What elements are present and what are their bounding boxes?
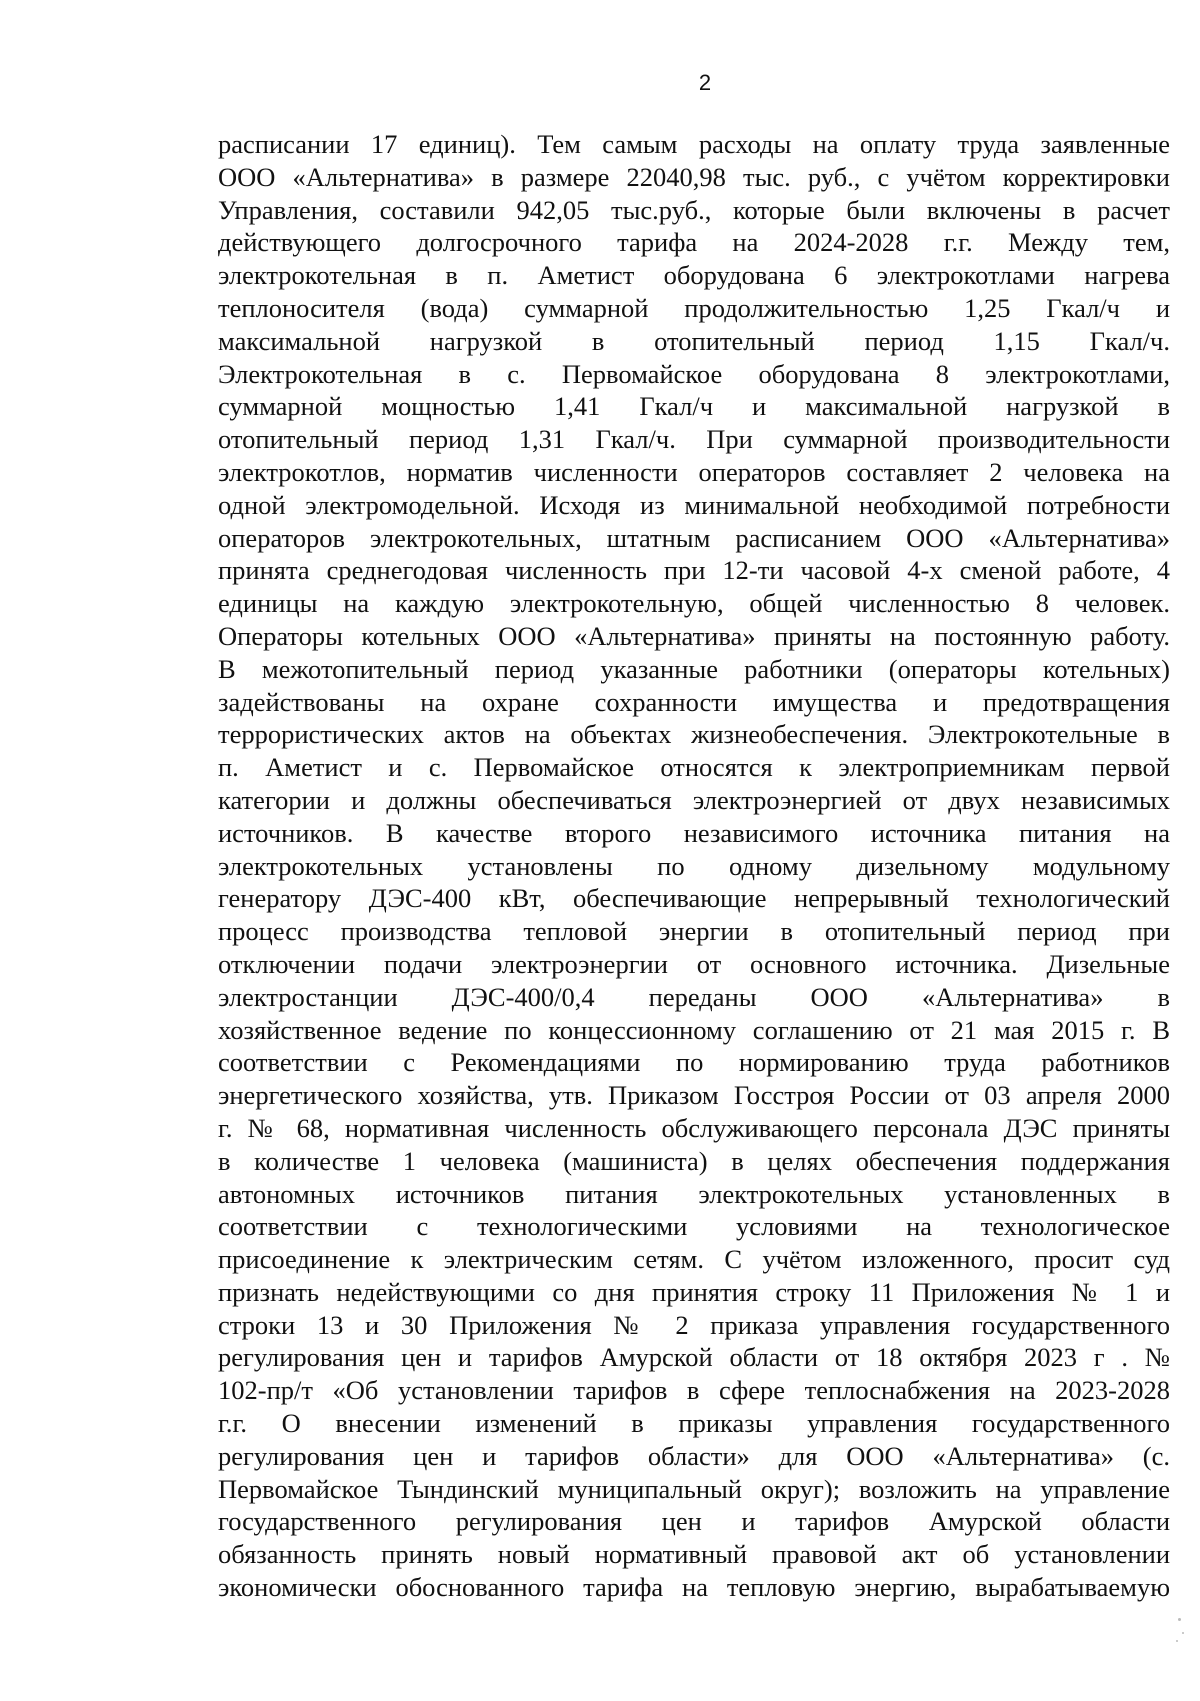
text-line: г. № 68, нормативная численность обслуживающего персонала ДЭС приняты bbox=[218, 1112, 1170, 1143]
text-line: в количестве 1 человека (машиниста) в целях обеспечения поддержания bbox=[218, 1145, 1170, 1176]
text-line: соответствии с Рекомендациями по нормированию труда работников bbox=[218, 1047, 1170, 1078]
text-line: государственного регулирования цен и тарифов Амурской области bbox=[218, 1506, 1170, 1537]
text-line: В межотопительный период указанные работники (операторы котельных) bbox=[218, 653, 1170, 684]
text-line: процесс производства тепловой энергии в отопительный период при bbox=[218, 916, 1170, 947]
text-line: Электрокотельная в с. Первомайское оборудована 8 электрокотлами, bbox=[218, 358, 1170, 389]
text-line: автономных источников питания электрокотельных установленных в bbox=[218, 1178, 1170, 1209]
text-line: источников. В качестве второго независимого источника питания на bbox=[218, 817, 1170, 848]
text-line: максимальной нагрузкой в отопительный период 1,15 Гкал/ч. bbox=[218, 325, 1170, 356]
text-line: обязанность принять новый нормативный правовой акт об установлении bbox=[218, 1539, 1170, 1570]
text-line: генератору ДЭС-400 кВт, обеспечивающие непрерывный технологический bbox=[218, 883, 1170, 914]
text-line: 102-пр/т «Об установлении тарифов в сфере теплоснабжения на 2023-2028 bbox=[218, 1375, 1170, 1406]
text-line: энергетического хозяйства, утв. Приказом Госстроя России от 03 апреля 2000 bbox=[218, 1080, 1170, 1111]
text-line: хозяйственное ведение по концессионному соглашению от 21 мая 2015 г. В bbox=[218, 1014, 1170, 1045]
text-line: признать недействующими со дня принятия строку 11 Приложения № 1 и bbox=[218, 1276, 1170, 1307]
page-number: 2 bbox=[698, 70, 712, 95]
scan-artifact bbox=[1182, 1632, 1184, 1634]
text-line: электрокотельных установлены по одному дизельному модульному bbox=[218, 850, 1170, 881]
text-line: соответствии с технологическими условиями на технологическое bbox=[218, 1211, 1170, 1242]
text-line: Операторы котельных ООО «Альтернатива» приняты на постоянную работу. bbox=[218, 620, 1170, 651]
text-line: электрокотлов, норматив численности операторов составляет 2 человека на bbox=[218, 456, 1170, 487]
text-line: одной электромодельной. Исходя из минимальной необходимой потребности bbox=[218, 489, 1170, 520]
scan-artifact bbox=[1178, 1618, 1181, 1621]
text-line: п. Аметист и с. Первомайское относятся к электроприемникам первой bbox=[218, 752, 1170, 783]
text-line: ООО «Альтернатива» в размере 22040,98 тыс. руб., с учётом корректировки bbox=[218, 161, 1170, 192]
text-line: экономически обоснованного тарифа на тепловую энергию, вырабатываемую bbox=[218, 1572, 1170, 1603]
text-line: отопительный период 1,31 Гкал/ч. При суммарной производительности bbox=[218, 424, 1170, 455]
text-line: задействованы на охране сохранности имущества и предотвращения bbox=[218, 686, 1170, 717]
document-body bbox=[218, 128, 1170, 1604]
text-line: категории и должны обеспечиваться электроэнергией от двух независимых bbox=[218, 784, 1170, 815]
text-line: регулирования цен и тарифов области» для ООО «Альтернатива» (с. bbox=[218, 1440, 1170, 1471]
text-line: электрокотельная в п. Аметист оборудована 6 электрокотлами нагрева bbox=[218, 260, 1170, 291]
text-line: террористических актов на объектах жизнеобеспечения. Электрокотельные в bbox=[218, 719, 1170, 750]
text-line: Управления, составили 942,05 тыс.руб., которые были включены в расчет bbox=[218, 194, 1170, 225]
text-line: операторов электрокотельных, штатным расписанием ООО «Альтернатива» bbox=[218, 522, 1170, 553]
text-line: отключении подачи электроэнергии от основного источника. Дизельные bbox=[218, 948, 1170, 979]
text-line: теплоносителя (вода) суммарной продолжительностью 1,25 Гкал/ч и bbox=[218, 292, 1170, 323]
text-line: действующего долгосрочного тарифа на 2024-2028 г.г. Между тем, bbox=[218, 227, 1170, 258]
text-line: единицы на каждую электрокотельную, общей численностью 8 человек. bbox=[218, 588, 1170, 619]
text-line: принята среднегодовая численность при 12-ти часовой 4-х сменой работе, 4 bbox=[218, 555, 1170, 586]
text-line: электростанции ДЭС-400/0,4 переданы ООО «Альтернатива» в bbox=[218, 981, 1170, 1012]
text-line: строки 13 и 30 Приложения № 2 приказа управления государственного bbox=[218, 1309, 1170, 1340]
text-line: Первомайское Тындинский муниципальный округ); возложить на управление bbox=[218, 1473, 1170, 1504]
text-line: регулирования цен и тарифов Амурской области от 18 октября 2023 г . № bbox=[218, 1342, 1170, 1373]
text-line: расписании 17 единиц). Тем самым расходы на оплату труда заявленные bbox=[218, 129, 1170, 159]
text-line: присоединение к электрическим сетям. С учётом изложенного, просит суд bbox=[218, 1244, 1170, 1275]
scan-artifact bbox=[1176, 1640, 1178, 1642]
text-line: суммарной мощностью 1,41 Гкал/ч и максимальной нагрузкой в bbox=[218, 391, 1170, 422]
text-line: г.г. О внесении изменений в приказы управления государственного bbox=[218, 1408, 1170, 1439]
